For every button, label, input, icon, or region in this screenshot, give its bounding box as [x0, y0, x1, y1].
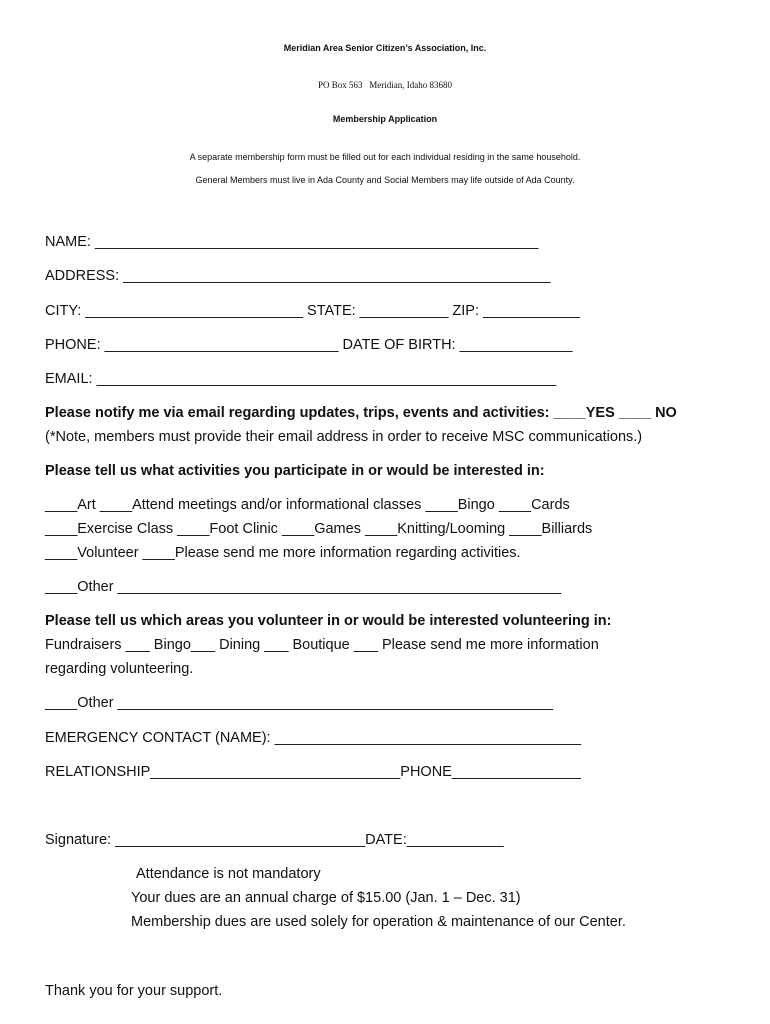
address-field[interactable]: ADDRESS: _____________________________________________________ — [45, 268, 551, 284]
relationship-phone-field[interactable]: RELATIONSHIP_______________________________PHONE________________ — [45, 764, 581, 780]
volunteer-options-line-1[interactable]: Fundraisers ___ Bingo___ Dining ___ Boutique ___ Please send me more information — [45, 637, 599, 653]
email-notify-note: (*Note, members must provide their email address in order to receive MSC communications.) — [45, 429, 643, 445]
email-field[interactable]: EMAIL: _________________________________________________________ — [45, 371, 557, 387]
org-address: PO Box 563 Meridian, Idaho 83680 — [318, 80, 452, 90]
intro-line-1: A separate membership form must be filled out for each individual residing in the same household. — [189, 152, 581, 162]
name-field[interactable]: NAME: _______________________________________________________ — [45, 234, 539, 250]
email-notify-question[interactable]: Please notify me via email regarding updates, trips, events and activities: ____YES ____ NO — [45, 405, 677, 421]
emergency-contact-field[interactable]: EMERGENCY CONTACT (NAME): ______________________________________ — [45, 730, 582, 746]
volunteer-other-field[interactable]: ____Other ______________________________________________________ — [45, 695, 554, 711]
activities-row-1[interactable]: ____Art ____Attend meetings and/or informational classes ____Bingo ____Cards — [45, 497, 570, 513]
dues-usage-note: Membership dues are used solely for operation & maintenance of our Center. — [131, 914, 626, 930]
dues-note: Your dues are an annual charge of $15.00 (Jan. 1 – Dec. 31) — [131, 890, 521, 906]
form-title: Membership Application — [332, 114, 438, 124]
activities-heading: Please tell us what activities you participate in or would be interested in: — [45, 463, 545, 479]
signature-date-field[interactable]: Signature: _______________________________DATE:____________ — [45, 832, 504, 848]
volunteer-options-line-2: regarding volunteering. — [45, 661, 194, 677]
attendance-note: Attendance is not mandatory — [136, 866, 321, 882]
org-name: Meridian Area Senior Citizen’s Association, Inc. — [283, 43, 487, 53]
activities-row-3[interactable]: ____Volunteer ____Please send me more information regarding activities. — [45, 545, 521, 561]
volunteer-heading: Please tell us which areas you volunteer in or would be interested volunteering in: — [45, 613, 612, 629]
city-state-zip-field[interactable]: CITY: ___________________________ STATE: ___________ ZIP: ____________ — [45, 303, 580, 319]
phone-dob-field[interactable]: PHONE: _____________________________ DATE OF BIRTH: ______________ — [45, 337, 573, 353]
intro-line-2: General Members must live in Ada County and Social Members may life outside of Ada County. — [195, 175, 575, 185]
activities-row-2[interactable]: ____Exercise Class ____Foot Clinic ____Games ____Knitting/Looming ____Billiards — [45, 521, 593, 537]
activities-other-field[interactable]: ____Other _______________________________________________________ — [45, 579, 562, 595]
closing-thanks: Thank you for your support. — [45, 983, 223, 999]
